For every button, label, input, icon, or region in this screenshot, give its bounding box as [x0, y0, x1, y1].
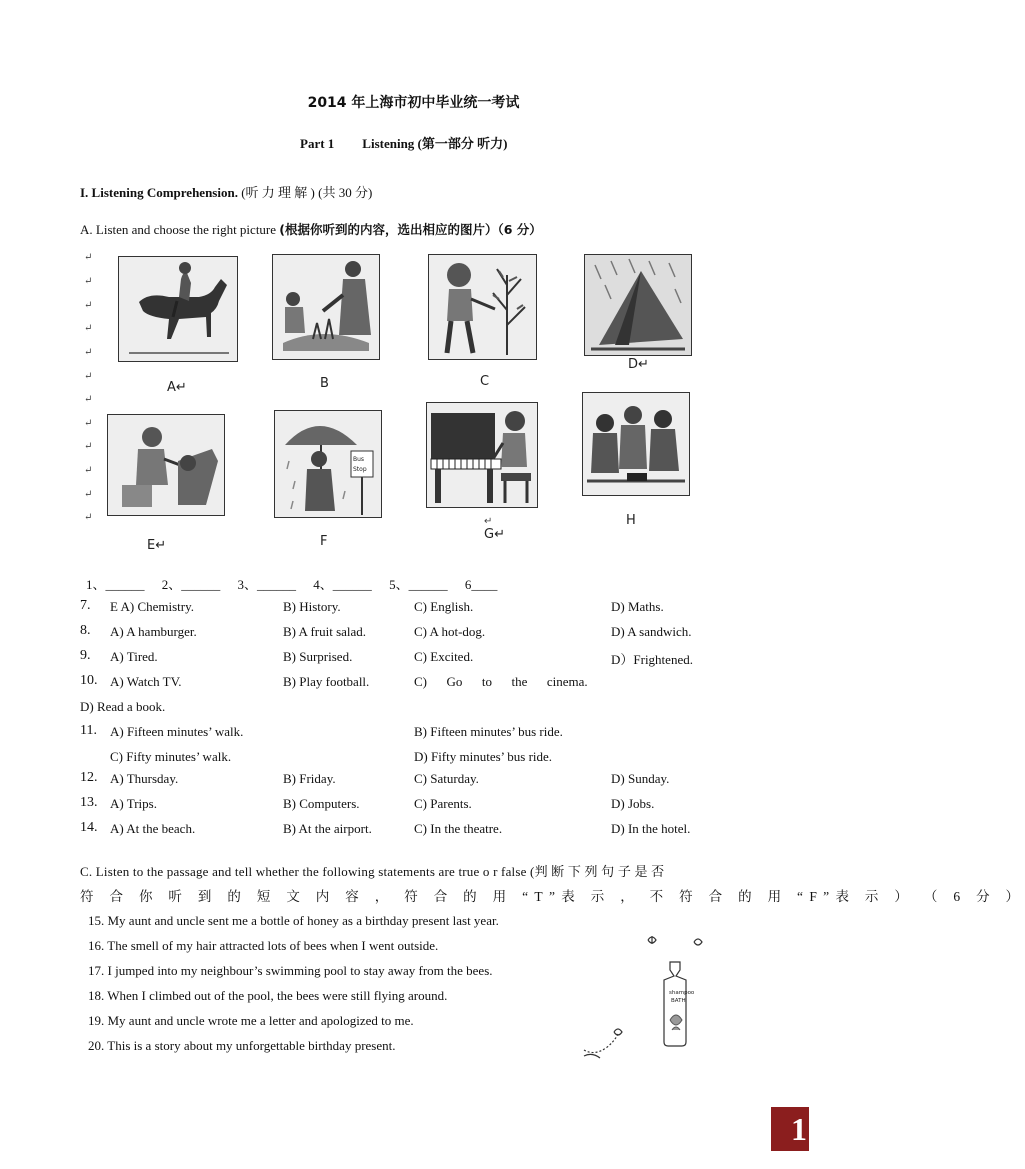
option-a[interactable]: A) Tired.: [110, 649, 158, 664]
answer-blanks-row: [86, 574, 511, 593]
option-a[interactable]: A) At the beach.: [110, 821, 196, 836]
return-mark: ↵: [84, 394, 93, 405]
return-mark: ↵: [84, 512, 93, 523]
bottle-label-line-1: shampoo: [669, 990, 695, 996]
section-1-title: I. Listening Comprehension.: [80, 185, 238, 200]
answer-blank[interactable]: 1、______: [86, 577, 145, 592]
shampoo-bottle-bees-icon: [580, 930, 730, 1064]
option-b[interactable]: B) A fruit salad.: [283, 624, 367, 639]
option-d[interactable]: D) Maths.: [611, 599, 664, 614]
section-a-instruction-cn: (根据你听到的内容，选出相应的图片）（6 分）: [279, 222, 542, 237]
answer-blank[interactable]: 2、______: [161, 577, 221, 592]
boy-tree-icon: [428, 254, 537, 360]
option-c[interactable]: C) Go to the cinema.: [414, 674, 588, 689]
svg-text:Stop: Stop: [353, 466, 367, 473]
picture-label-d: D↵: [628, 357, 649, 372]
option-c[interactable]: C) Excited.: [414, 649, 474, 664]
picnic-group-icon: [582, 392, 690, 496]
picture-label-c: C: [480, 374, 490, 389]
bottle-label-line-2: BATH: [671, 998, 686, 1004]
gardening-icon: [272, 254, 380, 360]
statement: 17. I jumped into my neighbour’s swimming pool to stay away from the bees.: [88, 963, 493, 978]
picture-label-b: B: [320, 376, 329, 391]
return-mark: ↵: [84, 323, 93, 334]
option-b[interactable]: B) Fifteen minutes’ bus ride.: [414, 724, 563, 739]
return-mark: ↵: [84, 347, 93, 358]
umbrella-bus-stop-icon: [274, 410, 382, 518]
question-number: 10.: [80, 673, 98, 688]
return-mark: ↵: [84, 441, 93, 452]
option-d[interactable]: D) Jobs.: [611, 796, 655, 811]
tent-rain-icon: [584, 254, 692, 356]
option-c[interactable]: C) Fifty minutes’ walk.: [110, 749, 232, 764]
return-mark: ↵: [84, 276, 93, 287]
option-b[interactable]: B) History.: [283, 599, 341, 614]
option-d[interactable]: D) A sandwich.: [611, 624, 692, 639]
return-mark: ↵: [84, 418, 93, 429]
section-a-instruction-en: A. Listen and choose the right picture: [80, 222, 277, 237]
picture-label-a: A↵: [167, 380, 187, 395]
dentist-icon: [107, 414, 225, 516]
option-c[interactable]: C) English.: [414, 599, 474, 614]
answer-blank[interactable]: 5、______: [389, 577, 448, 592]
answer-blank[interactable]: 3、______: [237, 577, 297, 592]
statement: 19. My aunt and uncle wrote me a letter and apologized to me.: [88, 1013, 414, 1028]
picture-label-h: H: [626, 513, 636, 528]
question-number: 9.: [80, 648, 91, 663]
bus-stop-sign-text: Bus: [353, 456, 365, 463]
statement: 15. My aunt and uncle sent me a bottle of honey as a birthday present last year.: [88, 913, 499, 928]
picture-label-e: E↵: [147, 538, 167, 553]
question-number: 8.: [80, 623, 91, 638]
return-mark: ↵: [84, 371, 93, 382]
question-number: 11.: [80, 723, 97, 738]
section-a-instruction: [80, 220, 542, 238]
page-title: 2014 年上海市初中毕业统一考试: [307, 95, 520, 111]
option-a[interactable]: A) Trips.: [110, 796, 157, 811]
answer-blank[interactable]: 6____: [464, 577, 498, 592]
option-c[interactable]: C) Parents.: [414, 796, 472, 811]
option-d[interactable]: D) Fifty minutes’ bus ride.: [414, 749, 553, 764]
option-c[interactable]: C) In the theatre.: [414, 821, 503, 836]
return-mark: ↵: [84, 465, 93, 476]
part-name: Listening (第一部分 听力): [362, 136, 508, 151]
horse-rider-icon: [118, 256, 238, 362]
part-number: Part 1: [300, 136, 335, 151]
return-mark: ↵: [84, 300, 93, 311]
section-c-instruction-line-2: 符 合 你 听 到 的 短 文 内 容 ， 符 合 的 用 “T”表 示 ， 不 符 合 的 用 “F”表 示 ） （ 6 分 ）: [80, 889, 1025, 904]
question-number: 12.: [80, 770, 98, 785]
picture-label-g-mark: ↵: [484, 516, 493, 527]
question-number: 14.: [80, 820, 98, 835]
section-1-title-cn: (听 力 理 解 ) (共 30 分): [241, 185, 373, 200]
option-b[interactable]: B) At the airport.: [283, 821, 372, 836]
option-c[interactable]: C) A hot-dog.: [414, 624, 486, 639]
section-c-instruction-line-1: C. Listen to the passage and tell whether the following statements are true o r false (判 断 下 列 句 子 是 否: [80, 864, 665, 879]
question-number: 7.: [80, 598, 91, 613]
option-a[interactable]: E A) Chemistry.: [110, 599, 195, 614]
picture-label-g: G↵: [484, 527, 505, 542]
option-a[interactable]: A) Fifteen minutes’ walk.: [110, 724, 244, 739]
option-b[interactable]: B) Play football.: [283, 674, 370, 689]
statement: 20. This is a story about my unforgettable birthday present.: [88, 1038, 396, 1053]
picture-label-f: F: [320, 534, 328, 549]
piano-icon: [426, 402, 538, 508]
option-b[interactable]: B) Friday.: [283, 771, 336, 786]
question-number: 13.: [80, 795, 98, 810]
option-d[interactable]: D）Frightened.: [611, 652, 693, 667]
answer-blank[interactable]: 4、______: [313, 577, 372, 592]
page-number: 1: [771, 1107, 809, 1151]
option-d[interactable]: D) Sunday.: [611, 771, 670, 786]
option-a[interactable]: A) A hamburger.: [110, 624, 197, 639]
option-b[interactable]: B) Computers.: [283, 796, 360, 811]
statement: 16. The smell of my hair attracted lots of bees when I went outside.: [88, 938, 439, 953]
option-a[interactable]: A) Watch TV.: [110, 674, 182, 689]
option-c[interactable]: C) Saturday.: [414, 771, 479, 786]
option-d[interactable]: D) In the hotel.: [611, 821, 691, 836]
option-a[interactable]: A) Thursday.: [110, 771, 179, 786]
part-heading: [300, 133, 535, 152]
option-b[interactable]: B) Surprised.: [283, 649, 353, 664]
option-d[interactable]: D) Read a book.: [80, 699, 166, 714]
statement: 18. When I climbed out of the pool, the bees were still flying around.: [88, 988, 448, 1003]
return-mark: ↵: [84, 489, 93, 500]
section-1-heading: [80, 182, 372, 201]
return-mark: ↵: [84, 252, 93, 263]
